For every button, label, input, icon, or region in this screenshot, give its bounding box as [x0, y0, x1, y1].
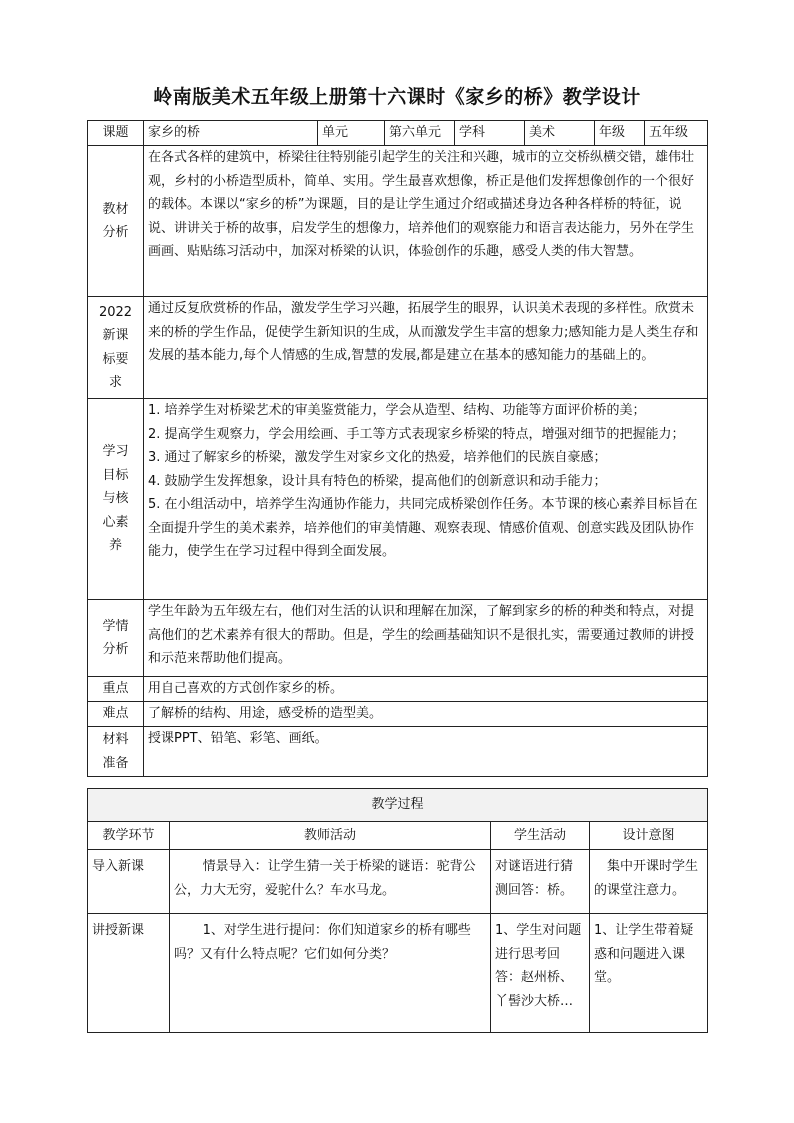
key-row	[88, 677, 708, 702]
teacher-cell: 情景导入：让学生猜一关于桥梁的谜语：驼背公公，力大无穷，爱驼什么？车水马龙。	[170, 850, 491, 914]
key-label: 重点	[88, 677, 144, 702]
goal-item-3: 3. 通过了解家乡的桥梁，激发学生对家乡文化的热爱，培养他们的民族自豪感；	[148, 450, 607, 465]
unit-value: 第六单元	[385, 121, 455, 146]
materials-label: 材料准备	[88, 727, 144, 777]
stage-cell: 讲授新课	[88, 914, 170, 1033]
learner-label: 学情分析	[88, 600, 144, 677]
grade-label: 年级	[595, 121, 645, 146]
analysis-text: 在各式各样的建筑中，桥梁往往特别能引起学生的关注和兴趣，城市的立交桥纵横交错，雄伟壮观，乡村的小桥造型质朴，简单、实用。学生最喜欢想像，桥正是他们发挥想像创作的一个很好的载体。本课以“家乡的桥”为课题，目的是让学生通过介绍或描述身边各种各样桥的特征，说说、讲讲关于桥的故事，启发学生的想像力，培养他们的观察能力和语言表达能力，另外在学生画画、贴贴练习活动中，加深对桥梁的认识，体验创作的乐趣，感受人类的伟大智慧。	[144, 146, 708, 297]
student-cell: 1、学生对问题进行思考回答：赵州桥、丫髻沙大桥…	[491, 914, 590, 1033]
difficulty-label: 难点	[88, 702, 144, 727]
analysis-label: 教材分析	[88, 146, 144, 297]
goal-item-5: 5. 在小组活动中，培养学生沟通协作能力，共同完成桥梁创作任务。本节课的核心素养目标旨在全面提升学生的美术素养，培养他们的审美情趣、观察表现、情感价值观、创意实践及团队协作能力，使学生在学习过程中得到全面发展。	[148, 497, 698, 559]
standard-row	[88, 297, 708, 399]
goal-item-4: 4. 鼓励学生发挥想象，设计具有特色的桥梁，提高他们的创新意识和动手能力；	[148, 473, 607, 489]
process-title: 教学过程	[88, 789, 708, 822]
process-header-row	[88, 822, 708, 850]
grade-value: 五年级	[645, 121, 708, 146]
col-stage-header: 教学环节	[88, 822, 170, 850]
standard-text: 通过反复欣赏桥的作品，激发学生学习兴趣，拓展学生的眼界，认识美术表现的多样性。欣赏未来的桥的学生作品，促使学生新知识的生成，从而激发学生丰富的想象力;感知能力是人类生存和发展的基本能力,每个人情感的生成,智慧的发展,都是建立在基本的感知能力的基础上的。	[144, 297, 708, 399]
subject-label: 学科	[455, 121, 525, 146]
key-text: 用自己喜欢的方式创作家乡的桥。	[144, 677, 708, 702]
stage-cell: 导入新课	[88, 850, 170, 914]
learner-text: 学生年龄为五年级左右，他们对生活的认识和理解在加深，了解到家乡的桥的种类和特点，对提高他们的艺术素养有很大的帮助。但是，学生的绘画基础知识不是很扎实，需要通过教师的讲授和示范来帮助他们提高。	[144, 600, 708, 677]
course-value: 家乡的桥	[144, 121, 318, 146]
page-title: 岭南版美术五年级上册第十六课时《家乡的桥》教学设计	[153, 86, 641, 108]
col-student-header: 学生活动	[491, 822, 590, 850]
unit-label: 单元	[318, 121, 385, 146]
lesson-info-table	[87, 120, 708, 777]
process-row-new	[88, 914, 708, 1033]
intent-cell: 1、让学生带着疑惑和问题进入课堂。	[590, 914, 708, 1033]
goals-label: 学习目标与核心素养	[88, 399, 144, 600]
col-intent-header: 设计意图	[590, 822, 708, 850]
difficulty-row	[88, 702, 708, 727]
intent-cell: 集中开课时学生的课堂注意力。	[590, 850, 708, 914]
difficulty-text: 了解桥的结构、用途，感受桥的造型美。	[144, 702, 708, 727]
subject-value: 美术	[525, 121, 595, 146]
process-title-row	[88, 789, 708, 822]
goal-item-2: 2. 提高学生观察力，学会用绘画、手工等方式表现家乡桥梁的特点，增强对细节的把握能力；	[148, 426, 685, 442]
col-teacher-header: 教师活动	[170, 822, 491, 850]
course-label: 课题	[88, 121, 144, 146]
teaching-process-table	[87, 788, 708, 1033]
materials-text: 授课PPT、铅笔、彩笔、画纸。	[144, 727, 708, 777]
goals-list	[144, 399, 708, 600]
process-row-intro	[88, 850, 708, 914]
goals-row	[88, 399, 708, 600]
analysis-row	[88, 146, 708, 297]
materials-row	[88, 727, 708, 777]
standard-label: 2022新课标要求	[88, 297, 144, 399]
header-row	[88, 121, 708, 146]
teacher-cell: 1、对学生进行提问：你们知道家乡的桥有哪些吗？又有什么特点呢？它们如何分类？	[170, 914, 491, 1033]
learner-row	[88, 600, 708, 677]
goal-item-1: 1. 培养学生对桥梁艺术的审美鉴赏能力，学会从造型、结构、功能等方面评价桥的美；	[148, 403, 646, 418]
student-cell: 对谜语进行猜测回答：桥。	[491, 850, 590, 914]
